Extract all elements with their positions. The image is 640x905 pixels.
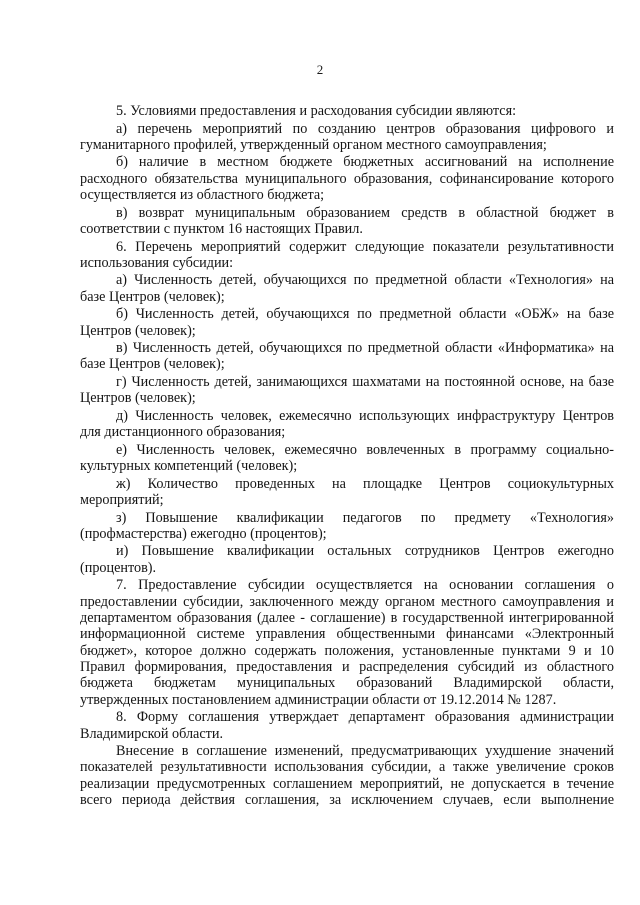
page-number: 2 xyxy=(316,62,324,77)
paragraph: а) перечень мероприятий по созданию центров образования цифрового и гуманитарного профилей, утвержденный органом местного самоуправления; xyxy=(80,120,614,153)
paragraph: 8. Форму соглашения утверждает департамент образования администрации Владимирской области. xyxy=(80,709,614,742)
paragraph: Внесение в соглашение изменений, предусматривающих ухудшение значений показателей результативности использования субсидии, а также увеличение сроков реализации предусмотренных соглашением мероприятий, не допускается в течение всего периода действия соглашения, за исключением случаев, если выполнение xyxy=(80,743,614,809)
paragraph: з) Повышение квалификации педагогов по предмету «Технология» (профмастерства) ежегодно (процентов); xyxy=(80,509,614,542)
paragraph: б) наличие в местном бюджете бюджетных ассигнований на исполнение расходного обязательства муниципального образования, софинансирование которого осуществляется из областного бюджета; xyxy=(80,154,614,204)
document-body xyxy=(80,103,614,808)
paragraph: г) Численность детей, занимающихся шахматами на постоянной основе, на базе Центров (человек); xyxy=(80,374,614,407)
paragraph: в) возврат муниципальным образованием средств в областной бюджет в соответствии с пунктом 16 настоящих Правил. xyxy=(80,204,614,237)
paragraph: и) Повышение квалификации остальных сотрудников Центров ежегодно (процентов). xyxy=(80,543,614,576)
paragraph: 7. Предоставление субсидии осуществляется на основании соглашения о предоставлении субсидии, заключенного между органом местного самоуправления и департаментом образования (далее - соглашение) в государственной интегрированной информационной системе управления общественными финансами «Электронный бюджет», которое должно содержать положения, установленные пунктами 9 и 10 Правил формирования, предоставления и распределения субсидий из областного бюджета бюджетам муниципальных образований Владимирской области, утвержденных постановлением администрации области от 19.12.2014 № 1287. xyxy=(80,577,614,708)
paragraph: а) Численность детей, обучающихся по предметной области «Технология» на базе Центров (человек); xyxy=(80,272,614,305)
paragraph: 5. Условиями предоставления и расходования субсидии являются: xyxy=(116,103,517,119)
paragraph: е) Численность человек, ежемесячно вовлеченных в программу социально-культурных компетенций (человек); xyxy=(80,441,614,475)
paragraph: ж) Количество проведенных на площадке Центров социокультурных мероприятий; xyxy=(80,475,614,508)
paragraph: д) Численность человек, ежемесячно использующих инфраструктуру Центров для дистанционного образования; xyxy=(80,407,614,441)
paragraph: в) Численность детей, обучающихся по предметной области «Информатика» на базе Центров (человек); xyxy=(80,340,614,373)
paragraph: 6. Перечень мероприятий содержит следующие показатели результативности использования субсидии: xyxy=(80,238,614,271)
paragraph: б) Численность детей, обучающихся по предметной области «ОБЖ» на базе Центров (человек); xyxy=(80,306,614,339)
